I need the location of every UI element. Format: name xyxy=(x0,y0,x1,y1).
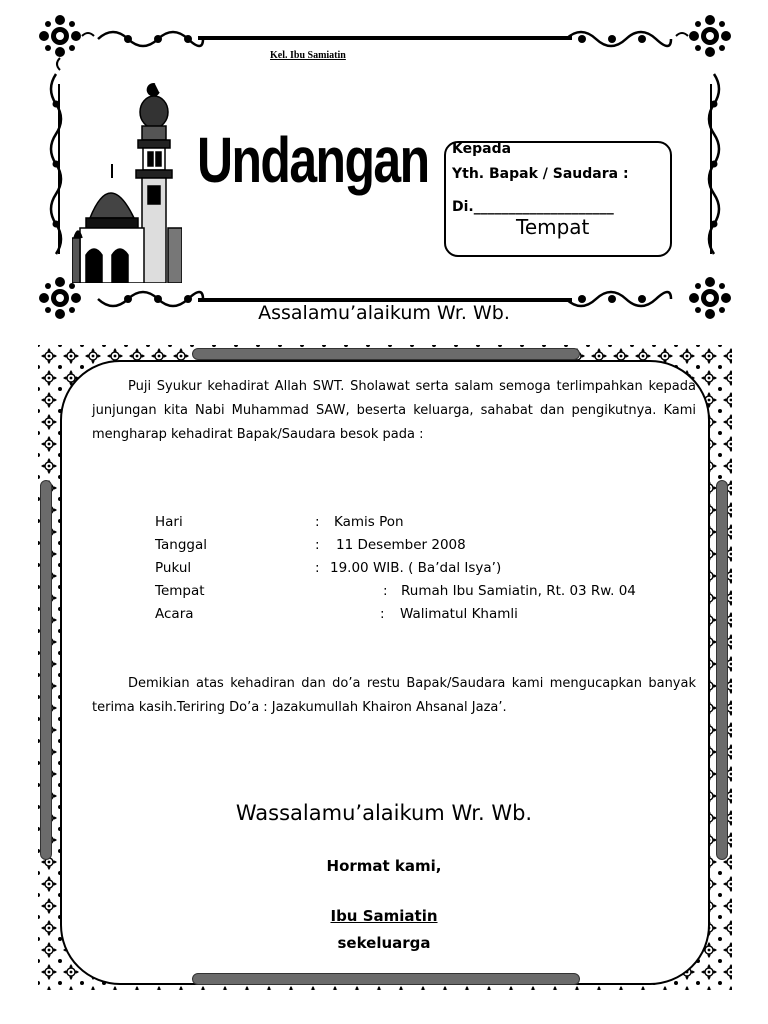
bottom-decor-bar xyxy=(192,973,580,985)
detail-value: 11 Desember 2008 xyxy=(336,537,466,553)
detail-separator: : xyxy=(383,583,388,599)
greeting: Assalamu’alaikum Wr. Wb. xyxy=(258,302,510,324)
detail-label: Tempat xyxy=(155,583,205,599)
mosque-icon xyxy=(72,78,182,283)
detail-label: Hari xyxy=(155,514,183,530)
detail-value: Rumah Ibu Samiatin, Rt. 03 Rw. 04 xyxy=(401,583,636,599)
detail-separator: : xyxy=(380,606,385,622)
opening-paragraph: Puji Syukur kehadirat Allah SWT. Sholawat serta salam semoga terlimpahkan kepada junjungan kita Nabi Muhammad SAW, beserta keluarga, sahabat dan pengikutnya. Kami mengharap kehadirat Bapak/Saudara besok pada : xyxy=(92,379,696,442)
farewell: Wassalamu’alaikum Wr. Wb. xyxy=(235,801,533,825)
top-decor-bar xyxy=(192,348,580,360)
detail-value: Kamis Pon xyxy=(334,514,404,530)
family-name-header: Kel. Ibu Samiatin xyxy=(270,50,346,61)
signer-name: Ibu Samiatin xyxy=(330,907,438,925)
detail-separator: : xyxy=(315,514,320,530)
detail-label: Pukul xyxy=(155,560,192,576)
detail-value: 19.00 WIB. ( Ba’dal Isya’) xyxy=(330,560,502,576)
detail-label: Tanggal xyxy=(155,537,208,553)
top-rule xyxy=(198,36,572,40)
recipient-addressee: Yth. Bapak / Saudara : xyxy=(452,166,629,182)
ornament-corner-icon xyxy=(674,14,732,72)
ornament-corner-icon xyxy=(38,14,96,72)
detail-separator: : xyxy=(315,560,320,576)
scroll-ornament-icon xyxy=(96,24,206,54)
detail-separator: : xyxy=(315,537,320,553)
detail-label: Acara xyxy=(155,606,194,622)
scroll-ornament-icon xyxy=(702,72,726,272)
detail-value: Walimatul Khamli xyxy=(400,606,518,622)
recipient-place: Tempat xyxy=(516,215,590,239)
scroll-ornament-icon xyxy=(564,24,674,54)
scroll-ornament-icon xyxy=(44,72,68,272)
closing-paragraph: Demikian atas kehadiran dan do’a restu Bapak/Saudara kami mengucapkan banyak terima kasih.Teriring Do’a : Jazakumullah Khairon Ahsanal Jaza’. xyxy=(92,676,696,715)
recipient-to: Kepada xyxy=(452,141,512,157)
invitation-title: Undangan xyxy=(197,124,429,196)
signoff: Hormat kami, xyxy=(326,857,442,875)
recipient-address-box xyxy=(444,141,672,257)
signer-suffix: sekeluarga xyxy=(337,934,431,952)
recipient-di: Di.____________________ xyxy=(452,199,614,215)
